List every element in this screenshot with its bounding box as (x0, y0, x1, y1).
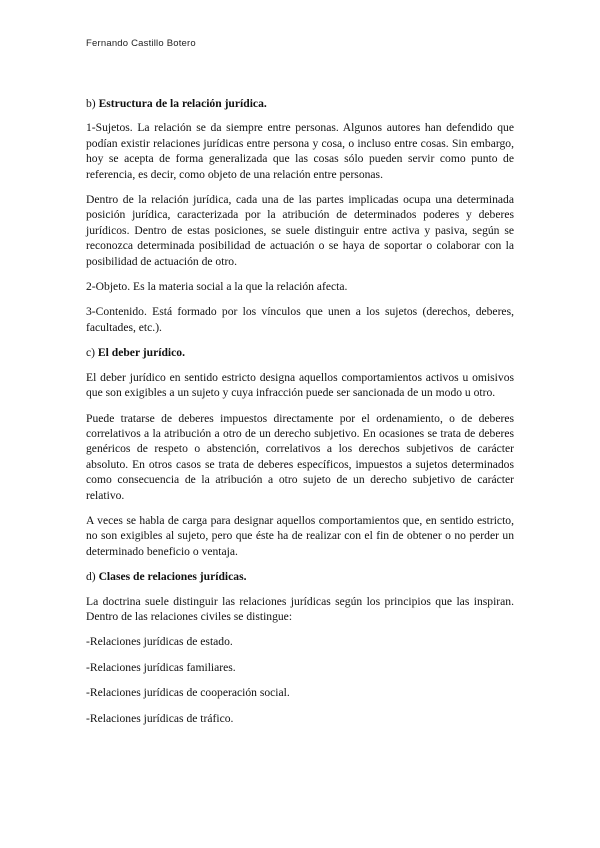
paragraph: La doctrina suele distinguir las relaciones jurídicas según los principios que las inspiran. Dentro de las relaciones civiles se distingue: (86, 594, 514, 623)
list-item: -Relaciones jurídicas de tráfico. (86, 711, 234, 725)
section-title: Estructura de la relación jurídica. (98, 97, 267, 110)
paragraph: El deber jurídico en sentido estricto designa aquellos comportamientos activos u omisivos que son exigibles a un sujeto y cuya infracción puede ser sancionada de un modo u otro. (86, 370, 514, 400)
paragraph: 2-Objeto. Es la materia social a la que la relación afecta. (86, 280, 348, 294)
paragraph: Dentro de la relación jurídica, cada una de las partes implicadas ocupa una determinada posición jurídica, caracterizada por la atribución de determinados poderes y deberes jurídicos. Dentro de estas posiciones, se suele distinguir entre activa y pasiva, según se reconozca determinada posibilidad de actuación o se haya de soportar o colaborar con la posibilidad de actuación de otro. (86, 193, 514, 268)
section-prefix: b) (86, 97, 99, 110)
section-title: Clases de relaciones jurídicas. (98, 570, 247, 584)
paragraph: Puede tratarse de deberes impuestos directamente por el ordenamiento, o de deberes correlativos a la atribución a otro de un derecho subjetivo. En ocasiones se trata de deberes genéricos de respeto o abstención, correlativos a los derechos subjetivos de carácter absoluto. En otros casos se trata de deberes específicos, impuestos a sujetos determinados como consecuencia de la atribución a otro sujeto de un derecho subjetivo de carácter relativo. (86, 411, 514, 502)
list-item: -Relaciones jurídicas de cooperación social. (86, 686, 290, 700)
paragraph: 3-Contenido. Está formado por los vínculos que unen a los sujetos (derechos, deberes, facultades, etc.). (86, 305, 514, 334)
list-item: -Relaciones jurídicas de estado. (86, 635, 233, 649)
section-prefix: c) (86, 346, 98, 360)
page-header-author: Fernando Castillo Botero (86, 38, 196, 49)
list-item: -Relaciones jurídicas familiares. (86, 660, 236, 674)
paragraph: A veces se habla de carga para designar aquellos comportamientos que, en sentido estricto, no son exigibles al sujeto, pero que éste ha de realizar con el fin de obtener o no perder un determinado beneficio o ventaja. (86, 513, 514, 558)
document-body (86, 96, 514, 736)
section-heading (86, 345, 514, 360)
paragraph: 1-Sujetos. La relación se da siempre entre personas. Algunos autores han defendido que podían existir relaciones jurídicas entre persona y cosa, o incluso entre cosas. Sin embargo, hoy se acepta de forma generalizada que las cosas sólo pueden servir como punto de referencia, es decir, como objeto de una relación entre personas. (86, 121, 514, 181)
section-title: El deber jurídico. (97, 346, 185, 360)
section-heading (86, 96, 514, 111)
section-prefix: d) (86, 570, 99, 584)
section-heading (86, 569, 514, 584)
